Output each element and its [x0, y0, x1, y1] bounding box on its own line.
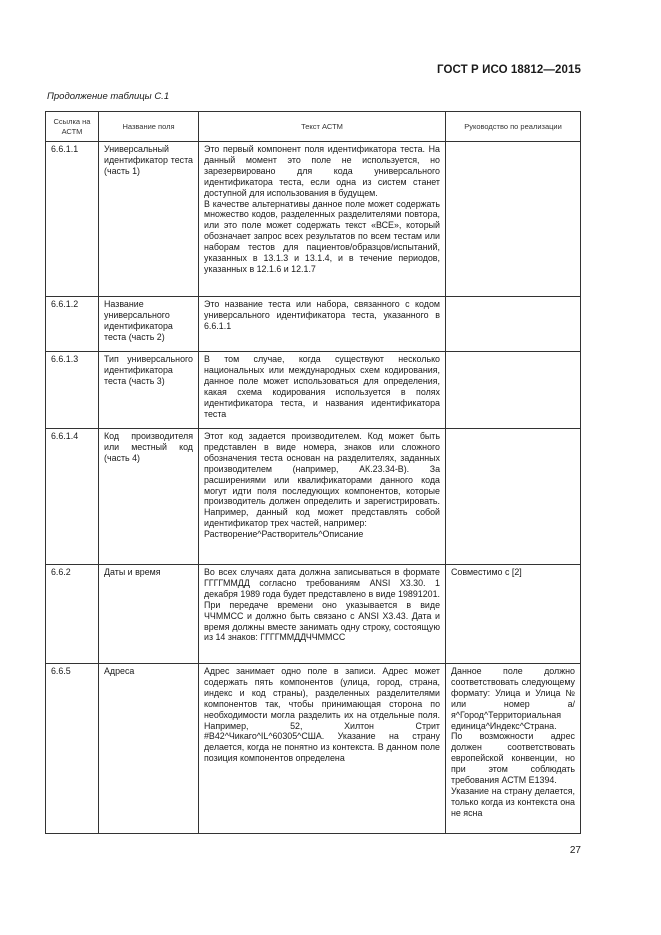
cell-name: Даты и время [99, 565, 199, 664]
cell-guide: Совместимо с [2] [446, 565, 581, 664]
table-row [46, 429, 581, 565]
column-header-ref: Ссылка на АСТМ [46, 112, 99, 142]
table-caption: Продолжение таблицы С.1 [47, 91, 170, 102]
cell-ref: 6.6.1.2 [46, 297, 99, 352]
cell-name: Название универсального идентификатора теста (часть 2) [99, 297, 199, 352]
table-row [46, 297, 581, 352]
cell-text: Это название теста или набора, связанного с кодом универсального идентификатора теста, указанного в 6.6.1.1 [199, 297, 446, 352]
cell-name: Адреса [99, 664, 199, 834]
cell-text: Адрес занимает одно поле в записи. Адрес может содержать пять компонентов (улица, город, страна, индекс и код страны), разделенных разделителями компонентов так, чтобы принимающая сторона по необходимости могла разделить их на отдельные поля. Например, 52, Хилтон Стрит #В42^Чикаго^IL^60305^США. Указание на страну делается, когда не понятно из контекста. В данном поле позиция компонентов определена [199, 664, 446, 834]
comparison-table [45, 111, 581, 834]
cell-text [199, 429, 446, 565]
cell-text: Во всех случаях дата должна записываться в формате ГГГГММДД согласно требованиям ANSI X3.30. 1 декабря 1989 года будет представлено в виде 19891201. При передаче времени оно указывается в виде ЧЧММСС и должно быть связано с ANSI X3.43. Дата и время должны вместе занимать одну строку, состоящую из 14 знаков: ГГГГММДДЧЧММСС [199, 565, 446, 664]
cell-text: В том случае, когда существуют несколько национальных или международных схем кодирования, данное поле может использоваться для определения, какая схема кодирования используется в полях идентификатора теста, и названия идентификатора теста [199, 352, 446, 429]
table-row [46, 352, 581, 429]
cell-guide [446, 429, 581, 565]
table-row [46, 565, 581, 664]
cell-guide-paragraph: Указание на страну делается, только когда из контекста она не ясна [451, 785, 575, 818]
table-row [46, 142, 581, 297]
cell-guide-paragraph: Данное поле должно соответствовать следующему формату: Улица и Улица № или номер а/я^Город^Территориальная единица^Индекс^Страна. [451, 666, 575, 731]
cell-ref: 6.6.1.4 [46, 429, 99, 565]
column-header-guide: Руководство по реализации [446, 112, 581, 142]
cell-text [199, 142, 446, 297]
cell-guide [446, 664, 581, 834]
cell-name: Тип универсального идентификатора теста (часть 3) [99, 352, 199, 429]
cell-ref: 6.6.2 [46, 565, 99, 664]
cell-text-paragraph: Растворение^Растворитель^Описание [204, 529, 364, 540]
column-header-name: Название поля [99, 112, 199, 142]
cell-text-paragraph: Этот код задается производителем. Код может быть представлен в виде номера, знаков или сложного обозначения теста основан на разделителях, заданных производителем (например, АК.23.34-В). За расширениями или квалификаторами данного кода могут идти поля последующих компонентов, которые производитель должен определить и зарегистрировать. Например, данный код может представлять собой идентификатор трех частей, например: [204, 431, 440, 529]
cell-ref: 6.6.1.1 [46, 142, 99, 297]
cell-ref: 6.6.1.3 [46, 352, 99, 429]
page-number: 27 [569, 845, 581, 856]
column-header-text: Текст АСТМ [199, 112, 446, 142]
document-header: ГОСТ Р ИСО 18812—2015 [436, 64, 581, 76]
cell-guide [446, 297, 581, 352]
table-header-row [46, 112, 581, 142]
cell-text-paragraph: В качестве альтернативы данное поле может содержать множество кодов, разделенных разделителями повтора, или это поле может содержать текст «ВСЕ», который обозначает запрос всех результатов по всем тестам или наборам тестов для пациентов/образцов/испытаний, указанных в 13.1.3 и 13.1.4, и в течение периодов, указанных в 12.1.6 и 12.1.7 [204, 198, 440, 274]
cell-name: Код производителя или местный код (часть 4) [99, 429, 199, 565]
cell-ref: 6.6.5 [46, 664, 99, 834]
table-row [46, 664, 581, 834]
cell-name: Универсальный идентификатор теста (часть 1) [99, 142, 199, 297]
cell-guide [446, 142, 581, 297]
cell-guide [446, 352, 581, 429]
cell-text-paragraph: Это первый компонент поля идентификатора теста. На данный момент это поле не используется, но зарезервировано для кода универсального идентификатора теста, если одна из систем станет доступной для использования в будущем. [204, 144, 440, 198]
cell-guide-paragraph: По возможности адрес должен соответствовать европейской конвенции, но при этом соблюдать требования АСТМ Е1394. [451, 731, 575, 786]
